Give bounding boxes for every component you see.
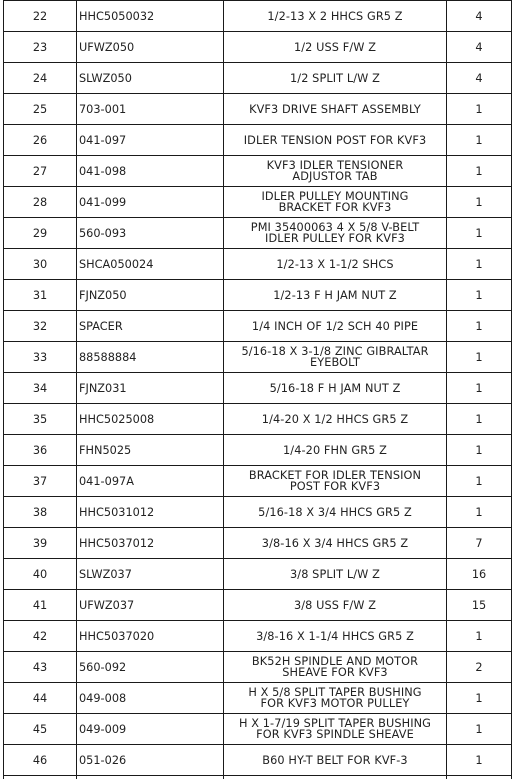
item-number-text: 24 <box>32 71 48 85</box>
part-number-text: FJNZ050 <box>79 288 127 302</box>
part-number-text: 560-092 <box>79 660 127 674</box>
item-number-text: 22 <box>32 9 48 23</box>
part-number-cell <box>77 466 224 497</box>
table-row <box>4 745 512 776</box>
description-cell <box>224 559 447 590</box>
description-text: 1/4-20 X 1/2 HHCS GR5 Z <box>261 412 409 426</box>
quantity-cell <box>447 528 512 559</box>
table-row <box>4 404 512 435</box>
quantity-text: 1 <box>475 288 483 302</box>
part-number-text: HHC5037012 <box>79 536 155 550</box>
quantity-cell <box>447 373 512 404</box>
item-number-text: 32 <box>32 319 48 333</box>
description-cell <box>224 683 447 714</box>
table-row <box>4 683 512 714</box>
item-number-cell <box>4 497 77 528</box>
item-number-text: 34 <box>32 381 48 395</box>
quantity-text: 1 <box>475 381 483 395</box>
quantity-text: 1 <box>475 722 483 736</box>
item-number-cell <box>4 745 77 776</box>
cutoff-cell <box>4 776 77 779</box>
description-cell <box>224 497 447 528</box>
quantity-text: 1 <box>475 133 483 147</box>
quantity-text: 1 <box>475 474 483 488</box>
part-number-cell <box>77 559 224 590</box>
quantity-text: 1 <box>475 257 483 271</box>
table-row <box>4 466 512 497</box>
table-row <box>4 32 512 63</box>
description-text: 5/16-18 X 3-1/8 ZINC GIBRALTAR EYEBOLT <box>241 345 429 369</box>
description-text: H X 5/8 SPLIT TAPER BUSHING FOR KVF3 MOTOR PULLEY <box>248 686 422 710</box>
table-row <box>4 156 512 187</box>
item-number-cell <box>4 466 77 497</box>
item-number-text: 31 <box>32 288 48 302</box>
part-number-text: UFWZ050 <box>79 40 135 54</box>
description-cell <box>224 652 447 683</box>
description-text: BRACKET FOR IDLER TENSION POST FOR KVF3 <box>248 469 422 493</box>
description-cell <box>224 218 447 249</box>
item-number-text: 37 <box>32 474 48 488</box>
table-row <box>4 652 512 683</box>
cutoff-cell <box>77 776 224 779</box>
part-number-cell <box>77 590 224 621</box>
part-number-text: 041-098 <box>79 164 127 178</box>
item-number-text: 42 <box>32 629 48 643</box>
description-text: 3/8-16 X 3/4 HHCS GR5 Z <box>261 536 409 550</box>
description-text: 5/16-18 F H JAM NUT Z <box>269 381 401 395</box>
description-cell <box>224 187 447 218</box>
description-cell <box>224 1 447 32</box>
part-number-cell <box>77 311 224 342</box>
item-number-cell <box>4 1 77 32</box>
part-number-cell <box>77 156 224 187</box>
item-number-cell <box>4 156 77 187</box>
part-number-text: HHC5031012 <box>79 505 155 519</box>
description-text: H X 1-7/19 SPLIT TAPER BUSHING FOR KVF3 SPINDLE SHEAVE <box>238 717 432 741</box>
part-number-text: SHCA050024 <box>79 257 154 271</box>
quantity-cell <box>447 683 512 714</box>
item-number-cell <box>4 528 77 559</box>
quantity-cell <box>447 156 512 187</box>
cutoff-cell <box>447 776 512 779</box>
quantity-text: 1 <box>475 629 483 643</box>
table-row <box>4 125 512 156</box>
description-text: KVF3 IDLER TENSIONER ADJUSTOR TAB <box>266 159 404 183</box>
quantity-cell <box>447 435 512 466</box>
item-number-cell <box>4 373 77 404</box>
quantity-text: 4 <box>475 71 483 85</box>
part-number-cell <box>77 745 224 776</box>
part-number-cell <box>77 373 224 404</box>
part-number-text: HHC5037020 <box>79 629 155 643</box>
description-text: 1/2-13 X 2 HHCS GR5 Z <box>267 9 403 23</box>
part-number-text: FHN5025 <box>79 443 132 457</box>
part-number-cell <box>77 280 224 311</box>
part-number-cell <box>77 125 224 156</box>
part-number-cell <box>77 32 224 63</box>
part-number-cell <box>77 218 224 249</box>
item-number-text: 35 <box>32 412 48 426</box>
part-number-text: UFWZ037 <box>79 598 135 612</box>
description-text: 1/2 USS F/W Z <box>293 40 377 54</box>
table-row <box>4 280 512 311</box>
item-number-cell <box>4 714 77 745</box>
table-row <box>4 1 512 32</box>
item-number-cell <box>4 280 77 311</box>
description-text: 3/8 SPLIT L/W Z <box>290 567 380 581</box>
part-number-text: 041-099 <box>79 195 127 209</box>
bill-of-materials-table <box>3 0 512 779</box>
quantity-cell <box>447 466 512 497</box>
description-text: PMI 35400063 4 X 5/8 V-BELT IDLER PULLEY FOR KVF3 <box>250 221 420 245</box>
part-number-cell <box>77 435 224 466</box>
quantity-cell <box>447 559 512 590</box>
table-row <box>4 311 512 342</box>
part-number-cell <box>77 714 224 745</box>
table-row <box>4 621 512 652</box>
part-number-cell <box>77 342 224 373</box>
item-number-cell <box>4 683 77 714</box>
description-cell <box>224 373 447 404</box>
table-row <box>4 249 512 280</box>
part-number-cell <box>77 187 224 218</box>
item-number-text: 30 <box>32 257 48 271</box>
quantity-cell <box>447 497 512 528</box>
part-number-text: 703-001 <box>79 102 127 116</box>
table-row <box>4 435 512 466</box>
item-number-text: 23 <box>32 40 48 54</box>
quantity-text: 1 <box>475 412 483 426</box>
description-cell <box>224 528 447 559</box>
part-number-text: SPACER <box>79 319 123 333</box>
description-cell <box>224 311 447 342</box>
quantity-text: 1 <box>475 226 483 240</box>
part-number-text: HHC5025008 <box>79 412 155 426</box>
table-row <box>4 63 512 94</box>
description-text: 3/8 USS F/W Z <box>293 598 377 612</box>
quantity-text: 1 <box>475 350 483 364</box>
description-cell <box>224 156 447 187</box>
part-number-text: 049-009 <box>79 722 127 736</box>
description-text: IDLER PULLEY MOUNTING BRACKET FOR KVF3 <box>261 190 409 214</box>
quantity-text: 1 <box>475 505 483 519</box>
part-number-text: 041-097A <box>79 474 134 488</box>
quantity-text: 1 <box>475 319 483 333</box>
description-cell <box>224 32 447 63</box>
description-cell <box>224 94 447 125</box>
quantity-text: 1 <box>475 195 483 209</box>
description-text: 1/2-13 X 1-1/2 SHCS <box>276 257 394 271</box>
quantity-cell <box>447 32 512 63</box>
quantity-text: 15 <box>471 598 487 612</box>
table-row <box>4 218 512 249</box>
description-text: 3/8-16 X 1-1/4 HHCS GR5 Z <box>256 629 414 643</box>
table-row <box>4 94 512 125</box>
item-number-text: 40 <box>32 567 48 581</box>
table-row <box>4 373 512 404</box>
part-number-text: SLWZ037 <box>79 567 132 581</box>
item-number-text: 39 <box>32 536 48 550</box>
description-cell <box>224 435 447 466</box>
quantity-text: 1 <box>475 691 483 705</box>
part-number-cell <box>77 1 224 32</box>
part-number-cell <box>77 621 224 652</box>
description-cell <box>224 342 447 373</box>
quantity-text: 16 <box>471 567 487 581</box>
quantity-cell <box>447 714 512 745</box>
item-number-cell <box>4 590 77 621</box>
quantity-text: 7 <box>475 536 483 550</box>
item-number-text: 38 <box>32 505 48 519</box>
item-number-cell <box>4 435 77 466</box>
table-row <box>4 559 512 590</box>
description-cell <box>224 280 447 311</box>
cutoff-cell <box>224 776 447 779</box>
quantity-cell <box>447 218 512 249</box>
quantity-text: 2 <box>475 660 483 674</box>
description-text: BK52H SPINDLE AND MOTOR SHEAVE FOR KVF3 <box>251 655 419 679</box>
part-number-cell <box>77 652 224 683</box>
description-text: 1/2 SPLIT L/W Z <box>290 71 380 85</box>
item-number-text: 36 <box>32 443 48 457</box>
part-number-text: FJNZ031 <box>79 381 127 395</box>
quantity-cell <box>447 125 512 156</box>
part-number-cell <box>77 404 224 435</box>
quantity-cell <box>447 187 512 218</box>
item-number-cell <box>4 621 77 652</box>
description-cell <box>224 745 447 776</box>
description-cell <box>224 714 447 745</box>
table-row <box>4 342 512 373</box>
quantity-cell <box>447 745 512 776</box>
description-cell <box>224 404 447 435</box>
item-number-cell <box>4 63 77 94</box>
table-row <box>4 497 512 528</box>
quantity-cell <box>447 249 512 280</box>
quantity-text: 4 <box>475 9 483 23</box>
description-text: 1/4-20 FHN GR5 Z <box>283 443 387 457</box>
table-row <box>4 528 512 559</box>
part-number-cell <box>77 683 224 714</box>
item-number-text: 29 <box>32 226 48 240</box>
quantity-cell <box>447 94 512 125</box>
item-number-cell <box>4 404 77 435</box>
part-number-cell <box>77 94 224 125</box>
part-number-cell <box>77 528 224 559</box>
description-cell <box>224 590 447 621</box>
part-number-text: HHC5050032 <box>79 9 155 23</box>
part-number-cell <box>77 249 224 280</box>
item-number-cell <box>4 94 77 125</box>
part-number-text: 049-008 <box>79 691 127 705</box>
quantity-cell <box>447 652 512 683</box>
quantity-cell <box>447 63 512 94</box>
part-number-text: 88588884 <box>79 350 137 364</box>
item-number-cell <box>4 652 77 683</box>
quantity-text: 1 <box>475 102 483 116</box>
table-row-cutoff <box>4 776 512 779</box>
item-number-text: 28 <box>32 195 48 209</box>
item-number-cell <box>4 187 77 218</box>
item-number-cell <box>4 32 77 63</box>
description-cell <box>224 621 447 652</box>
part-number-text: 560-093 <box>79 226 127 240</box>
quantity-cell <box>447 342 512 373</box>
quantity-cell <box>447 590 512 621</box>
description-text: 1/2-13 F H JAM NUT Z <box>273 288 397 302</box>
description-text: 1/4 INCH OF 1/2 SCH 40 PIPE <box>251 319 419 333</box>
description-text: KVF3 DRIVE SHAFT ASSEMBLY <box>249 102 421 116</box>
item-number-cell <box>4 559 77 590</box>
part-number-cell <box>77 63 224 94</box>
description-cell <box>224 125 447 156</box>
item-number-text: 41 <box>32 598 48 612</box>
part-number-text: 051-026 <box>79 753 127 767</box>
part-number-text: 041-097 <box>79 133 127 147</box>
item-number-text: 43 <box>32 660 48 674</box>
item-number-cell <box>4 125 77 156</box>
description-cell <box>224 249 447 280</box>
description-cell <box>224 466 447 497</box>
item-number-text: 46 <box>32 753 48 767</box>
bom-table-body <box>4 1 512 779</box>
description-text: IDLER TENSION POST FOR KVF3 <box>243 133 427 147</box>
table-row <box>4 187 512 218</box>
item-number-cell <box>4 218 77 249</box>
item-number-text: 33 <box>32 350 48 364</box>
table-row <box>4 714 512 745</box>
item-number-cell <box>4 311 77 342</box>
item-number-text: 44 <box>32 691 48 705</box>
quantity-text: 1 <box>475 164 483 178</box>
quantity-cell <box>447 311 512 342</box>
item-number-cell <box>4 342 77 373</box>
item-number-text: 27 <box>32 164 48 178</box>
quantity-cell <box>447 621 512 652</box>
quantity-cell <box>447 404 512 435</box>
description-text: 5/16-18 X 3/4 HHCS GR5 Z <box>258 505 412 519</box>
part-number-cell <box>77 497 224 528</box>
item-number-text: 45 <box>32 722 48 736</box>
quantity-text: 1 <box>475 443 483 457</box>
quantity-cell <box>447 1 512 32</box>
item-number-text: 25 <box>32 102 48 116</box>
quantity-text: 4 <box>475 40 483 54</box>
part-number-text: SLWZ050 <box>79 71 132 85</box>
item-number-cell <box>4 249 77 280</box>
item-number-text: 26 <box>32 133 48 147</box>
quantity-cell <box>447 280 512 311</box>
table-row <box>4 590 512 621</box>
description-text: B60 HY-T BELT FOR KVF-3 <box>262 753 408 767</box>
description-cell <box>224 63 447 94</box>
quantity-text: 1 <box>475 753 483 767</box>
